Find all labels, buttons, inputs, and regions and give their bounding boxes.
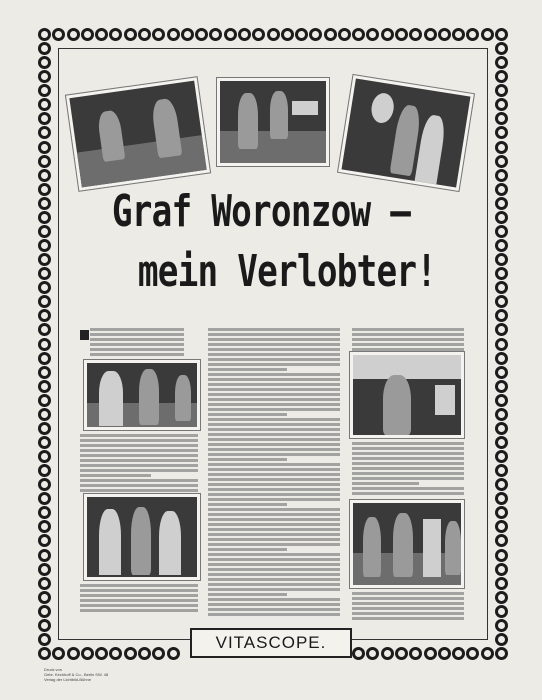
border-ring xyxy=(267,28,280,41)
text-column-left-bottom xyxy=(80,582,198,614)
border-ring xyxy=(495,197,508,210)
text-line xyxy=(208,398,340,401)
text-line xyxy=(80,439,198,442)
border-ring xyxy=(495,323,508,336)
border-ring xyxy=(366,647,379,660)
still-lower-left xyxy=(84,494,200,580)
text-line xyxy=(208,558,340,561)
border-ring xyxy=(38,155,51,168)
border-ring xyxy=(495,520,508,533)
imprint-line-3: Verlag der Lichtbild-Bühne xyxy=(44,677,91,682)
border-ring xyxy=(152,28,165,41)
text-line xyxy=(90,333,184,336)
border-ring xyxy=(95,28,108,41)
text-column-left-top xyxy=(90,326,184,356)
border-ring xyxy=(495,408,508,421)
border-ring xyxy=(495,605,508,618)
text-line xyxy=(208,538,340,541)
text-line xyxy=(208,608,340,611)
border-ring xyxy=(452,647,465,660)
border-ring xyxy=(495,647,508,660)
still-top-left xyxy=(66,77,210,190)
border-ring xyxy=(395,28,408,41)
border-ring xyxy=(38,436,51,449)
text-line xyxy=(208,333,340,336)
border-ring xyxy=(38,28,51,41)
text-line xyxy=(208,518,340,521)
text-line xyxy=(208,493,340,496)
border-ring xyxy=(452,28,465,41)
text-line xyxy=(208,543,340,546)
text-column-right-mid xyxy=(352,440,464,498)
border-ring xyxy=(366,28,379,41)
border-ring xyxy=(138,28,151,41)
border-ring xyxy=(238,28,251,41)
still-top-center xyxy=(217,78,329,166)
border-ring xyxy=(466,28,479,41)
text-line xyxy=(208,368,287,371)
text-line xyxy=(208,503,287,506)
text-line xyxy=(208,363,340,366)
border-ring xyxy=(38,253,51,266)
border-ring xyxy=(167,647,180,660)
border-ring xyxy=(52,647,65,660)
text-line xyxy=(352,472,464,475)
border-ring xyxy=(38,366,51,379)
text-line xyxy=(80,459,198,462)
border-ring xyxy=(38,605,51,618)
border-ring xyxy=(38,70,51,83)
text-line xyxy=(352,482,419,485)
text-line xyxy=(80,479,198,482)
text-line xyxy=(208,478,340,481)
text-line xyxy=(80,594,198,597)
border-ring xyxy=(38,549,51,562)
border-ring xyxy=(38,577,51,590)
text-column-middle xyxy=(208,326,340,616)
text-line xyxy=(90,348,184,351)
border-ring xyxy=(495,478,508,491)
border-ring xyxy=(67,28,80,41)
text-line xyxy=(80,609,198,612)
text-line xyxy=(80,434,198,437)
border-ring xyxy=(495,563,508,576)
border-ring xyxy=(38,591,51,604)
border-ring xyxy=(124,647,137,660)
border-ring xyxy=(381,647,394,660)
still-middle-right xyxy=(350,352,464,438)
border-ring xyxy=(495,112,508,125)
text-line xyxy=(80,489,198,492)
text-line xyxy=(208,328,340,331)
border-ring xyxy=(109,647,122,660)
border-ring xyxy=(167,28,180,41)
border-ring xyxy=(495,380,508,393)
text-line xyxy=(208,553,340,556)
border-ring xyxy=(38,633,51,646)
border-ring xyxy=(38,422,51,435)
border-ring xyxy=(38,169,51,182)
border-ring xyxy=(38,281,51,294)
text-line xyxy=(208,603,340,606)
text-line xyxy=(208,588,340,591)
border-ring xyxy=(481,647,494,660)
text-column-right-bottom xyxy=(352,590,464,620)
imprint-line-1: Druck von xyxy=(44,667,63,672)
border-ring xyxy=(38,394,51,407)
border-ring xyxy=(252,28,265,41)
text-line xyxy=(208,498,340,501)
border-ring xyxy=(495,126,508,139)
text-line xyxy=(352,442,464,445)
border-ring xyxy=(495,28,508,41)
text-line xyxy=(208,513,340,516)
border-ring xyxy=(38,464,51,477)
border-ring xyxy=(38,380,51,393)
imprint-line-2: Gebr. Kirchhoff & Co., Berlin SW. 48 xyxy=(44,672,109,677)
border-ring xyxy=(495,492,508,505)
border-ring xyxy=(38,619,51,632)
text-line xyxy=(208,548,287,551)
border-ring xyxy=(409,28,422,41)
text-line xyxy=(352,492,464,495)
text-line xyxy=(208,583,340,586)
title-line-2: mein Verlobter! xyxy=(137,246,437,297)
still-middle-left xyxy=(84,360,200,430)
text-line xyxy=(80,484,198,487)
border-ring xyxy=(195,28,208,41)
border-ring xyxy=(38,563,51,576)
text-line xyxy=(208,408,340,411)
text-line xyxy=(208,413,287,416)
text-line xyxy=(90,338,184,341)
text-line xyxy=(208,378,340,381)
text-line xyxy=(208,373,340,376)
border-ring xyxy=(38,506,51,519)
text-line xyxy=(208,383,340,386)
border-ring xyxy=(495,534,508,547)
border-ring xyxy=(352,28,365,41)
border-ring xyxy=(38,352,51,365)
border-ring xyxy=(495,56,508,69)
border-ring xyxy=(424,647,437,660)
text-line xyxy=(208,423,340,426)
border-ring xyxy=(495,464,508,477)
text-line xyxy=(208,523,340,526)
text-line xyxy=(90,328,184,331)
border-ring xyxy=(481,28,494,41)
border-ring xyxy=(495,338,508,351)
border-ring xyxy=(81,28,94,41)
border-ring xyxy=(38,408,51,421)
text-line xyxy=(80,444,198,447)
border-ring xyxy=(438,28,451,41)
text-line xyxy=(90,353,184,356)
border-ring xyxy=(152,647,165,660)
text-line xyxy=(352,597,464,600)
border-ring xyxy=(495,98,508,111)
border-ring xyxy=(495,211,508,224)
text-line xyxy=(208,428,340,431)
border-ring xyxy=(495,506,508,519)
text-line xyxy=(208,613,340,616)
border-ring xyxy=(324,28,337,41)
border-ring xyxy=(95,647,108,660)
text-line xyxy=(352,612,464,615)
border-ring xyxy=(38,647,51,660)
title-line-1: Graf Woronzow – xyxy=(111,186,411,237)
border-ring xyxy=(38,84,51,97)
border-ring xyxy=(38,126,51,139)
text-line xyxy=(208,433,340,436)
border-ring xyxy=(338,28,351,41)
text-line xyxy=(80,454,198,457)
border-ring xyxy=(38,492,51,505)
text-line xyxy=(352,457,464,460)
still-top-right xyxy=(338,75,474,191)
text-line xyxy=(80,589,198,592)
vitascope-logo: VITASCOPE. xyxy=(190,628,352,658)
border-ring xyxy=(38,56,51,69)
text-line xyxy=(208,568,340,571)
text-line xyxy=(208,578,340,581)
border-ring xyxy=(81,647,94,660)
border-ring xyxy=(38,338,51,351)
text-line xyxy=(352,338,464,341)
border-ring xyxy=(495,155,508,168)
border-ring xyxy=(209,28,222,41)
text-line xyxy=(208,473,340,476)
border-ring xyxy=(381,28,394,41)
text-line xyxy=(208,418,340,421)
border-ring xyxy=(38,534,51,547)
text-line xyxy=(352,592,464,595)
text-line xyxy=(208,483,340,486)
border-ring xyxy=(495,422,508,435)
border-ring xyxy=(495,352,508,365)
still-lower-right xyxy=(350,500,464,588)
text-line xyxy=(208,488,340,491)
border-ring xyxy=(495,141,508,154)
text-line xyxy=(80,604,198,607)
text-line xyxy=(352,452,464,455)
border-ring xyxy=(495,295,508,308)
border-ring xyxy=(495,549,508,562)
border-ring xyxy=(109,28,122,41)
border-ring xyxy=(38,141,51,154)
text-line xyxy=(208,348,340,351)
border-ring xyxy=(495,309,508,322)
text-line xyxy=(208,598,340,601)
border-ring xyxy=(495,70,508,83)
text-line xyxy=(208,563,340,566)
text-line xyxy=(352,617,464,620)
border-ring xyxy=(495,225,508,238)
border-ring xyxy=(295,28,308,41)
text-line xyxy=(208,353,340,356)
border-ring xyxy=(495,619,508,632)
border-ring xyxy=(38,42,51,55)
text-line xyxy=(352,343,464,346)
text-line xyxy=(208,468,340,471)
border-ring xyxy=(495,633,508,646)
text-line xyxy=(80,469,198,472)
text-line xyxy=(90,343,184,346)
drop-cap xyxy=(80,330,89,340)
text-line xyxy=(80,449,198,452)
text-line xyxy=(208,343,340,346)
border-ring xyxy=(495,169,508,182)
text-line xyxy=(352,328,464,331)
border-ring xyxy=(52,28,65,41)
border-ring xyxy=(181,28,194,41)
text-line xyxy=(208,403,340,406)
text-line xyxy=(208,448,340,451)
text-line xyxy=(80,474,151,477)
border-ring xyxy=(67,647,80,660)
border-ring xyxy=(38,295,51,308)
border-ring xyxy=(281,28,294,41)
text-line xyxy=(352,333,464,336)
border-ring xyxy=(38,520,51,533)
border-ring xyxy=(38,112,51,125)
printer-imprint xyxy=(44,667,108,682)
border-ring xyxy=(309,28,322,41)
border-ring xyxy=(352,647,365,660)
text-line xyxy=(80,599,198,602)
border-ring xyxy=(495,366,508,379)
border-ring xyxy=(495,450,508,463)
text-line xyxy=(80,584,198,587)
text-line xyxy=(208,528,340,531)
border-ring xyxy=(38,267,51,280)
border-ring xyxy=(138,647,151,660)
text-line xyxy=(80,464,198,467)
text-line xyxy=(208,458,287,461)
text-line xyxy=(352,348,464,351)
border-ring xyxy=(495,84,508,97)
border-ring xyxy=(495,42,508,55)
text-line xyxy=(352,477,464,480)
border-ring xyxy=(495,183,508,196)
border-ring xyxy=(438,647,451,660)
text-line xyxy=(208,338,340,341)
border-ring xyxy=(424,28,437,41)
text-line xyxy=(208,443,340,446)
text-line xyxy=(208,533,340,536)
border-ring xyxy=(38,309,51,322)
text-line xyxy=(208,438,340,441)
text-line xyxy=(208,358,340,361)
text-line xyxy=(352,462,464,465)
text-line xyxy=(208,593,287,596)
border-ring xyxy=(38,239,51,252)
border-ring xyxy=(224,28,237,41)
text-line xyxy=(352,602,464,605)
border-ring xyxy=(495,436,508,449)
text-line xyxy=(352,487,464,490)
text-line xyxy=(208,508,340,511)
text-column-left-mid xyxy=(80,432,198,492)
text-line xyxy=(208,573,340,576)
border-ring xyxy=(38,478,51,491)
border-ring xyxy=(124,28,137,41)
text-line xyxy=(208,388,340,391)
text-line xyxy=(352,467,464,470)
border-ring xyxy=(395,647,408,660)
border-ring xyxy=(409,647,422,660)
border-ring xyxy=(466,647,479,660)
text-line xyxy=(208,453,340,456)
border-ring xyxy=(495,577,508,590)
border-ring xyxy=(38,98,51,111)
border-ring xyxy=(495,394,508,407)
text-line xyxy=(208,393,340,396)
text-line xyxy=(208,463,340,466)
border-ring xyxy=(495,591,508,604)
border-ring xyxy=(38,323,51,336)
border-ring xyxy=(38,450,51,463)
text-line xyxy=(352,607,464,610)
text-line xyxy=(352,447,464,450)
